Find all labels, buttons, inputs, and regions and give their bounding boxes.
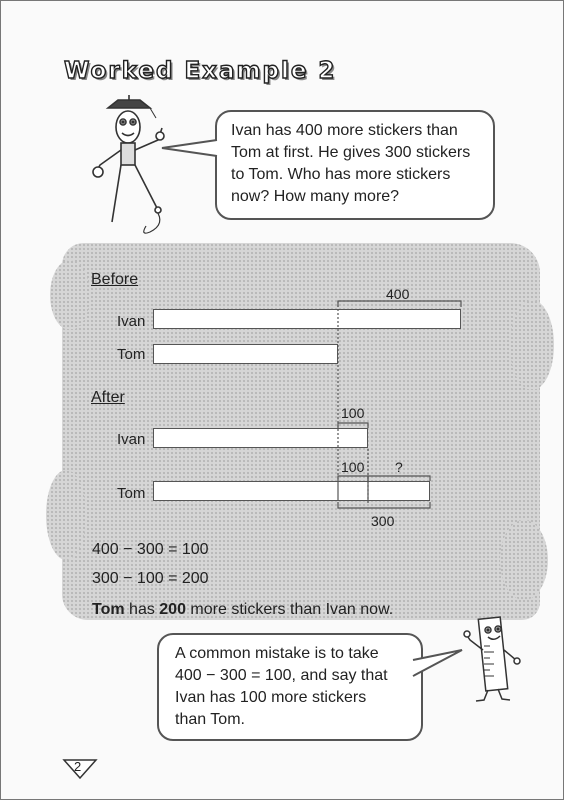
tom-label: Tom	[117, 346, 146, 363]
tom-gift-label: 300	[371, 513, 395, 529]
ivan-after-part-label: 100	[341, 405, 365, 421]
unknown-label: ?	[395, 459, 403, 475]
tip-line: 400 − 300 = 100, and say that	[175, 667, 388, 684]
page-number: 2	[74, 759, 82, 774]
before-heading: Before	[91, 271, 139, 288]
tom-after-part-label: 100	[341, 459, 365, 475]
ivan-label: Ivan	[117, 431, 146, 448]
conclusion-amount: 200	[159, 601, 186, 618]
page-title: Worked Example 2	[64, 58, 337, 84]
question-line: Tom at first. He gives 300 stickers	[231, 144, 471, 161]
tom-label: Tom	[117, 485, 146, 502]
page-number-badge	[62, 758, 98, 780]
question-line: now? How many more?	[231, 188, 400, 205]
question-line: to Tom. Who has more stickers	[231, 166, 451, 183]
calculation-line-1: 400 − 300 = 100	[92, 541, 209, 558]
conclusion-text: has	[124, 601, 160, 618]
after-heading: After	[91, 389, 125, 406]
ivan-label: Ivan	[117, 313, 146, 330]
conclusion-text: more stickers than Ivan now.	[185, 601, 394, 618]
calculation-line-2: 300 − 100 = 200	[92, 570, 209, 587]
tip-line: Ivan has 100 more stickers	[175, 689, 367, 706]
tip-line: A common mistake is to take	[175, 645, 379, 662]
question-line: Ivan has 400 more stickers than	[231, 122, 458, 139]
before-difference-label: 400	[386, 286, 410, 302]
conclusion-name: Tom	[92, 601, 125, 618]
tip-line: than Tom.	[175, 711, 245, 728]
